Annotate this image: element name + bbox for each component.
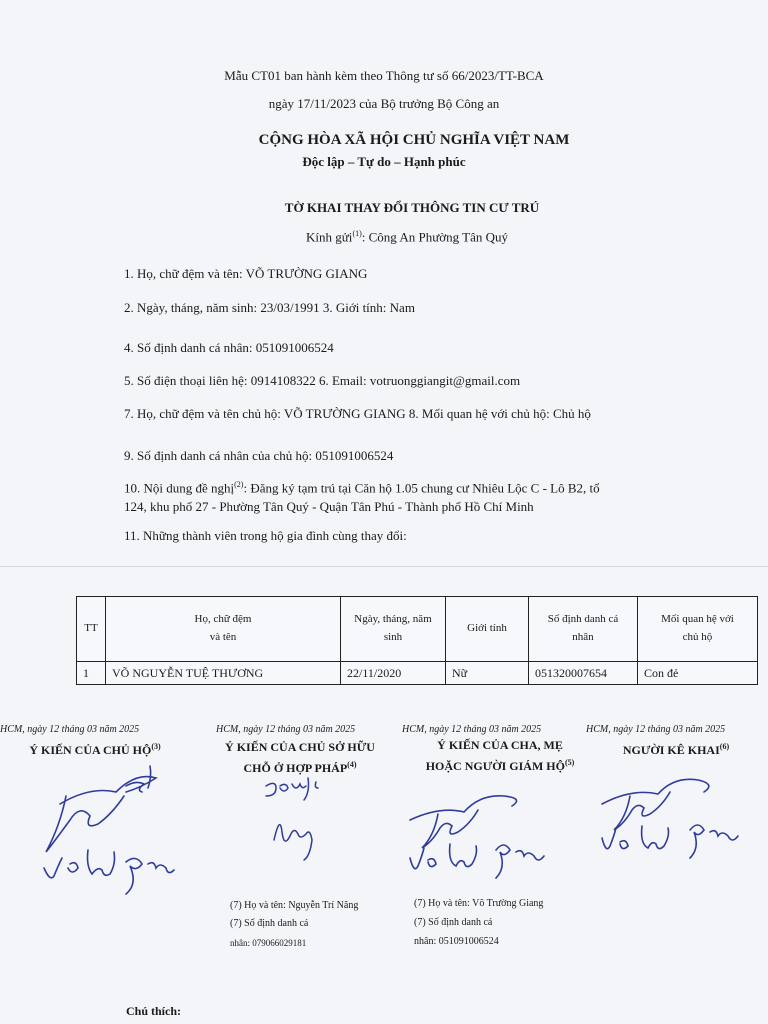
table-row (77, 662, 758, 685)
sign-date-4: HCM, ngày 12 tháng 03 năm 2025 (586, 724, 726, 735)
request-line1: : Đăng ký tạm trú tại Căn hộ 1.05 chung cư Nhiêu Lộc C - Lô B2, tổ (243, 480, 600, 496)
form-reference-line1: Mẫu CT01 ban hành kèm theo Thông tư số 66/2023/TT-BCA (224, 68, 544, 83)
cell-dob: 22/11/2020 (341, 662, 446, 685)
signature-guardian (404, 788, 564, 888)
notes-label: Chú thích: (126, 1004, 182, 1018)
footnote-ref-2: (2) (234, 480, 244, 489)
col-gender: Giới tính (446, 597, 529, 662)
field-request-content (124, 480, 600, 496)
footnote-ref-1: (1) (352, 229, 362, 238)
owner-id-label: (7) Số định danh cá (230, 918, 309, 929)
owner-name: (7) Họ và tên: Nguyễn Trí Năng (230, 900, 359, 911)
sig-title-declarant: NGƯỜI KÊ KHAI$^{(6)}$ (622, 742, 730, 757)
nation-heading: CỘNG HÒA XÃ HỘI CHỦ NGHĨA VIỆT NAM (258, 132, 570, 148)
sign-date-2: HCM, ngày 12 tháng 03 năm 2025 (216, 724, 356, 735)
col-dob: Ngày, tháng, năm sinh (341, 597, 446, 662)
owner-id-value: nhân: 079066029181 (230, 938, 307, 948)
request-label: 10. Nội dung đề nghị (124, 480, 235, 496)
col-relation: Mối quan hệ với chủ hộ (638, 597, 758, 662)
col-id: Số định danh cá nhân (529, 597, 638, 662)
page-separator (0, 566, 768, 567)
form-reference-line2: ngày 17/11/2023 của Bộ trưởng Bộ Công an (268, 96, 500, 111)
addressee-label: Kính gửi (306, 229, 353, 245)
motto: Độc lập – Tự do – Hạnh phúc (302, 154, 466, 169)
page-title: TỜ KHAI THAY ĐỔI THÔNG TIN CƯ TRÚ (284, 200, 540, 215)
field-request-line2: 124, khu phố 27 - Phường Tân Quý - Quận Tân Phú - Thành phố Hồ Chí Minh (124, 499, 534, 514)
field-household-head: 7. Họ, chữ đệm và tên chủ hộ: VÕ TRƯỜNG GIANG 8. Mối quan hệ với chủ hộ: Chủ hộ (124, 406, 591, 421)
col-tt: TT (77, 597, 106, 662)
cell-tt: 1 (77, 662, 106, 685)
guardian-name: (7) Họ và tên: Võ Trường Giang (414, 898, 544, 909)
table-header-row (77, 597, 758, 662)
signature-household-head (30, 760, 200, 900)
sig-title-guardian: Ý KIẾN CỦA CHA, MẸ HOẶC NGƯỜI GIÁM HỘ$^{(5)}$ (425, 738, 575, 773)
col-name: Họ, chữ đệm và tên (106, 597, 341, 662)
field-full-name: 1. Họ, chữ đệm và tên: VÕ TRƯỜNG GIANG (124, 266, 368, 281)
guardian-id-label: (7) Số định danh cá (414, 917, 493, 928)
sig-title-owner: Ý KIẾN CỦA CHỦ SỞ HỮU CHỖ Ở HỢP PHÁP$^{(4)}$ (225, 740, 375, 775)
signature-declarant (594, 772, 754, 872)
field-members-heading: 11. Những thành viên trong hộ gia đình cùng thay đổi: (124, 528, 407, 543)
cell-relation: Con đẻ (638, 662, 758, 685)
cell-id: 051320007654 (529, 662, 638, 685)
addressee (0, 229, 768, 245)
cell-name: VÕ NGUYỄN TUỆ THƯƠNG (106, 662, 341, 685)
field-dob-gender: 2. Ngày, tháng, năm sinh: 23/03/1991 3. Giới tính: Nam (124, 300, 415, 315)
addressee-value: : Công An Phường Tân Quý (361, 229, 508, 245)
sig-title-household-head: Ý KIẾN CỦA CHỦ HỘ$^{(3)}$ (29, 742, 161, 757)
sign-date-3: HCM, ngày 12 tháng 03 năm 2025 (402, 724, 542, 735)
cell-gender: Nữ (446, 662, 529, 685)
field-personal-id: 4. Số định danh cá nhân: 051091006524 (124, 340, 334, 355)
sign-date-1: HCM, ngày 12 tháng 03 năm 2025 (0, 724, 140, 735)
signature-owner (256, 772, 346, 872)
members-table (76, 596, 758, 685)
field-household-head-id: 9. Số định danh cá nhân của chủ hộ: 051091006524 (124, 448, 394, 463)
field-phone-email: 5. Số điện thoại liên hệ: 0914108322 6. Email: votruonggiangit@gmail.com (124, 373, 521, 388)
guardian-id-value: nhân: 051091006524 (414, 936, 499, 947)
